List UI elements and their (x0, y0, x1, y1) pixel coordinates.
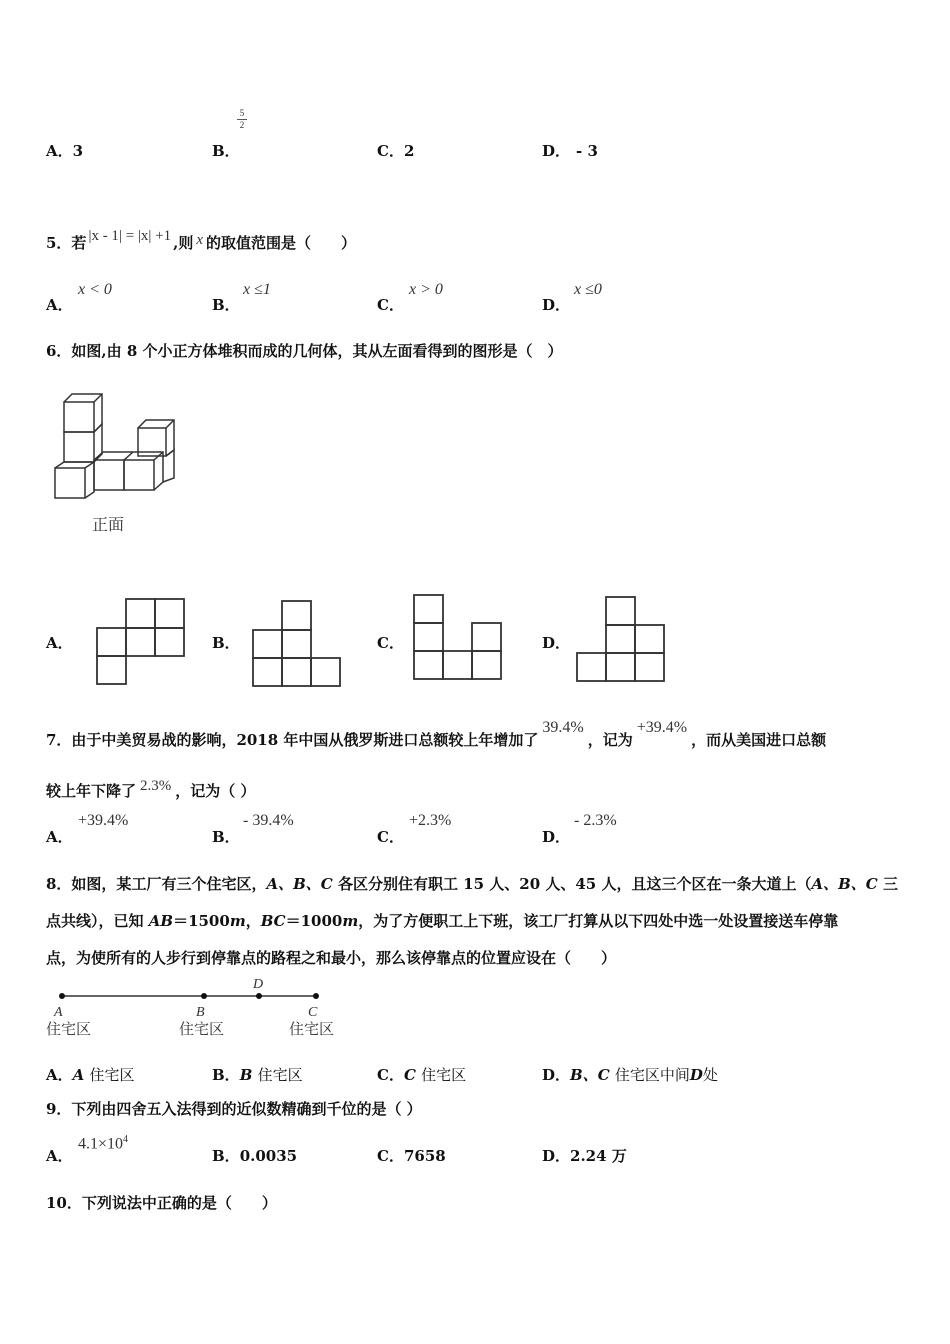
option-label: D． (542, 1147, 571, 1165)
option-label: B． (212, 634, 240, 652)
point-a (59, 993, 65, 999)
q7-text: 较上年下降了 (46, 782, 137, 800)
q6-figure-label: 正面 (92, 515, 125, 534)
q8-var: A、B、C (266, 875, 333, 893)
point-b (201, 993, 207, 999)
q7-value: +39.4% (636, 719, 688, 736)
fraction-numerator: 5 (239, 108, 245, 118)
option-label: A． (46, 634, 73, 652)
q9-option-a-value (78, 1134, 128, 1153)
q9-option-b (212, 1145, 297, 1166)
q7-text: ，而从美国进口总额 (691, 731, 827, 749)
q8-text: 8．如图，某工厂有三个住宅区， (46, 875, 267, 893)
q5-expression: |x - 1| = |x| +1 (88, 228, 172, 244)
q8-option-c (377, 1064, 466, 1085)
point-c-name: 住宅区 (289, 1020, 335, 1038)
q8-text: ＝1000 (285, 912, 343, 930)
cube-edge (166, 420, 174, 428)
option-label: A． (46, 1147, 73, 1165)
cube-face (55, 468, 85, 498)
option-value: x > 0 (409, 281, 443, 298)
option-value: x < 0 (78, 281, 112, 298)
q9-option-c (377, 1145, 446, 1166)
q5-variable: x (196, 232, 204, 248)
point-d (256, 993, 262, 999)
cube-edge (85, 462, 94, 468)
option-text: 住宅区 (89, 1066, 135, 1084)
q8-var: BC (260, 912, 286, 930)
point-b-letter: B (196, 1005, 205, 1020)
option-text: 住宅区 (257, 1066, 303, 1084)
q7-stem-line2 (46, 778, 256, 799)
q7-text: ，记为 (587, 731, 633, 749)
option-label: D． (542, 1066, 571, 1084)
q4-option-a (46, 140, 83, 161)
option-value: 3 (72, 142, 84, 160)
q8-text: ， (245, 912, 261, 930)
option-label: A． (46, 142, 73, 160)
q4-option-b-fraction (237, 108, 247, 131)
option-label: C． (377, 828, 404, 846)
q8-stem-line1 (46, 873, 898, 894)
q6-option-a-figure (96, 598, 188, 686)
q9-option-d (542, 1145, 627, 1166)
option-label: D． (542, 828, 571, 846)
option-var: A (72, 1066, 85, 1084)
option-label: A． (46, 1066, 73, 1084)
q6-option-b-figure (252, 600, 344, 688)
option-value: - 2.3% (574, 812, 617, 829)
q7-stem-line1 (46, 716, 827, 749)
q8-text: 三 (877, 875, 898, 893)
point-c-letter: C (308, 1005, 318, 1020)
q8-text: ＝1500 (173, 912, 230, 930)
option-value: - 3 (576, 142, 598, 160)
q8-text: 点共线），已知 (46, 912, 149, 930)
option-text: 住宅区中间 (614, 1066, 690, 1084)
option-label: D． (542, 296, 571, 314)
point-d-letter: D (253, 977, 264, 992)
option-label: C． (377, 1066, 404, 1084)
q6-stem: 6．如图,由 8 个小正方体堆积而成的几何体，其从左面看得到的图形是（ ） (46, 342, 563, 360)
q4-option-d (542, 140, 598, 161)
q4-option-c (377, 140, 414, 161)
q8-var: AB (148, 912, 174, 930)
q4-option-b (212, 140, 240, 161)
option-var: B (239, 1066, 253, 1084)
option-label: B． (212, 142, 240, 160)
option-label: B． (212, 1066, 240, 1084)
q8-var: m (229, 912, 246, 930)
option-label: B． (212, 296, 240, 314)
q9-stem: 9．下列由四舍五入法得到的近似数精确到千位的是（ ） (46, 1100, 422, 1118)
option-label: C． (377, 1147, 404, 1165)
q8-text: 各区分别住有职工 15 人、20 人、45 人，且这三个区在一条大道上（ (332, 875, 812, 893)
option-var: B、C (570, 1066, 610, 1084)
option-value: +2.3% (409, 812, 452, 829)
q8-option-d (542, 1064, 718, 1085)
cube-face (94, 460, 124, 490)
option-text: 处 (702, 1066, 718, 1084)
option-value: x ≤0 (574, 281, 602, 298)
option-label: D． (542, 634, 571, 652)
option-var: C (403, 1066, 416, 1084)
q7-text: 7．由于中美贸易战的影响，2018 年中国从俄罗斯进口总额较上年增加了 (46, 731, 539, 749)
q6-option-c-figure (413, 594, 505, 682)
option-label: A． (46, 296, 73, 314)
option-value: +39.4% (78, 812, 129, 829)
fraction-denominator: 2 (237, 119, 247, 131)
option-label: A． (46, 828, 73, 846)
option-value: 2 (403, 142, 415, 160)
q6-solid-figure (50, 390, 180, 500)
q6-option-d-figure (576, 596, 668, 684)
option-label: B． (212, 828, 240, 846)
option-value: 0.0035 (239, 1147, 298, 1165)
q8-stem-line3: 点，为使所有的人步行到停靠点的路程之和最小，那么该停靠点的位置应设在（ ） (46, 949, 617, 967)
q7-value: 2.3% (140, 778, 172, 794)
option-label: C． (377, 296, 404, 314)
option-value: 4.1×10 (78, 1135, 124, 1153)
q7-value: 39.4% (542, 719, 584, 736)
option-value: 7658 (403, 1147, 446, 1165)
cube-edge (94, 394, 102, 402)
q5-tail: 的取值范围是（ ） (206, 234, 357, 252)
q8-var: A、B、C (811, 875, 878, 893)
q8-line-figure (44, 974, 354, 1040)
option-value: 2.24 万 (570, 1147, 627, 1165)
point-c (313, 993, 319, 999)
option-value: - 39.4% (243, 812, 294, 829)
q8-option-b (212, 1064, 303, 1085)
cube-face (64, 402, 94, 432)
cube-edge (163, 450, 174, 482)
q8-text: ，为了方便职工上下班，该工厂打算从以下四处中选一处设置接送车停靠 (358, 912, 839, 930)
cube-face (124, 460, 154, 490)
option-text: 住宅区 (421, 1066, 467, 1084)
q7-text: ，记为（ ） (175, 782, 256, 800)
q10-stem: 10．下列说法中正确的是（ ） (46, 1194, 277, 1212)
option-label: D． (542, 142, 571, 160)
point-a-name: 住宅区 (46, 1020, 92, 1038)
option-var: D (689, 1066, 703, 1084)
option-exponent: 4 (123, 1134, 129, 1145)
point-a-letter: A (54, 1005, 63, 1020)
question-number: 5．若 (46, 234, 87, 252)
cube-face (64, 432, 94, 462)
option-value: x ≤1 (243, 281, 271, 298)
option-label: B． (212, 1147, 240, 1165)
q5-mid: ,则 (173, 234, 194, 252)
option-label: C． (377, 142, 404, 160)
q8-stem-line2 (46, 910, 838, 931)
q5-stem (46, 228, 357, 253)
q8-var: m (342, 912, 359, 930)
option-label: C． (377, 634, 404, 652)
point-b-name: 住宅区 (179, 1020, 225, 1038)
q8-option-a (46, 1064, 135, 1085)
